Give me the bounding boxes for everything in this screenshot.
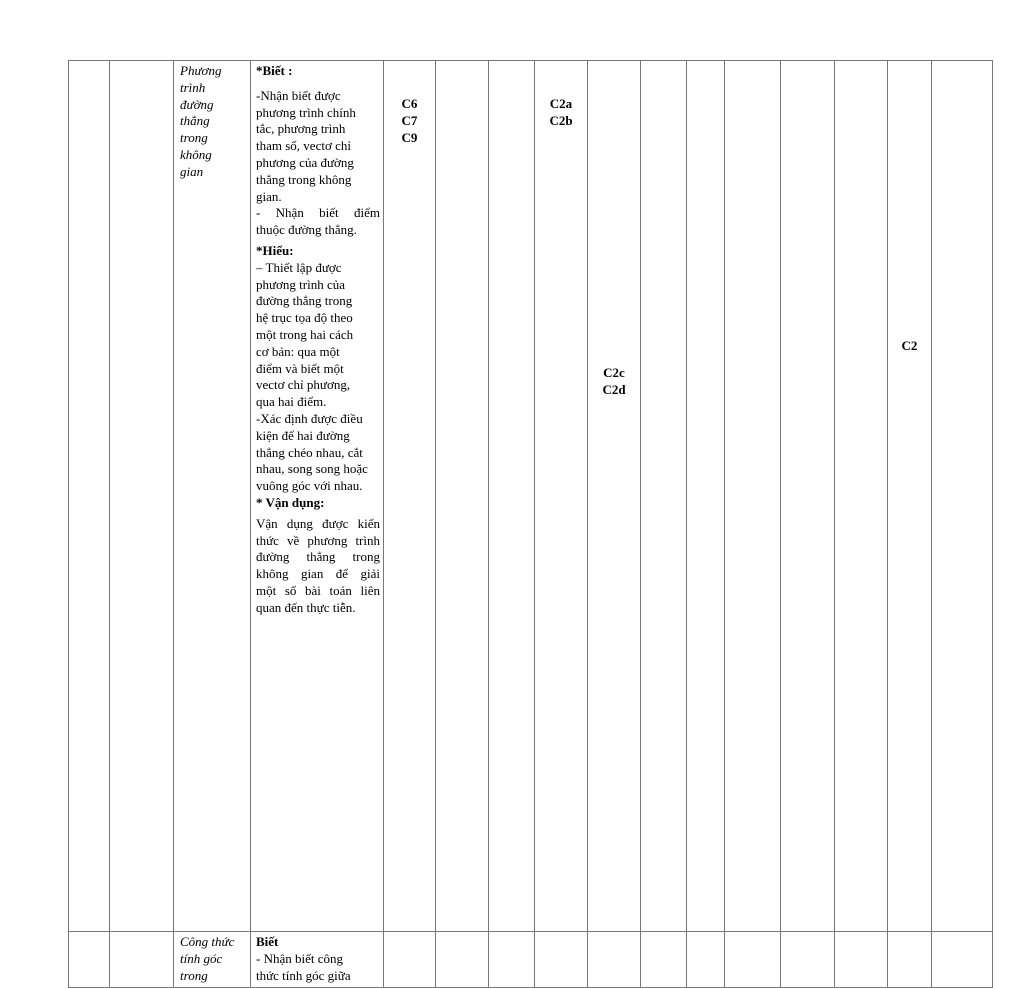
desc-line: thẳng chéo nhau, cắt (256, 444, 363, 460)
desc-line: phương của đường (256, 154, 354, 170)
question-code-cell (588, 61, 641, 932)
topic-line: trình (180, 79, 206, 95)
table-cell (489, 932, 535, 988)
desc-line: phương trình của (256, 276, 346, 292)
desc-line: - Nhận biết điểm (256, 205, 380, 221)
biet-heading: Biết (256, 934, 279, 949)
question-code: C2a (549, 96, 573, 111)
topic-line: trong (180, 967, 208, 983)
description-cell (251, 932, 384, 988)
table-cell (725, 61, 781, 932)
question-code: C2b (549, 112, 573, 128)
desc-line: qua hai điểm. (256, 394, 327, 410)
vandung-heading: * Vận dụng: (256, 494, 325, 510)
topic-line: không (180, 146, 212, 162)
desc-line: -Nhận biết được (256, 87, 341, 103)
table-cell (489, 61, 535, 932)
desc-line: – Thiết lập được (256, 259, 342, 275)
desc-line: nhau, song song hoặc (256, 461, 368, 477)
desc-line: thức về phương trình (256, 532, 380, 548)
topic-line: Công thức (180, 934, 235, 949)
table-cell (835, 61, 888, 932)
topic-cell (174, 61, 251, 932)
table-cell (932, 61, 993, 932)
question-code: C6 (401, 96, 418, 111)
desc-line: thuộc đường thẳng. (256, 222, 357, 238)
desc-line: đường thẳng trong (256, 293, 353, 309)
desc-line: quan đến thực tiễn. (256, 599, 356, 615)
desc-line: một số bài toán liên (256, 582, 380, 598)
desc-line: cơ bản: qua một (256, 343, 340, 359)
table-cell (110, 61, 174, 932)
topic-line: đường (180, 96, 214, 112)
table-cell (888, 932, 932, 988)
table-cell (535, 932, 588, 988)
desc-line: thức tính góc giữa (256, 967, 351, 983)
table-cell (384, 932, 436, 988)
topic-line: trong (180, 130, 208, 146)
desc-line: một trong hai cách (256, 326, 354, 342)
desc-line: -Xác định được điều (256, 410, 363, 426)
desc-line: hệ trục tọa độ theo (256, 310, 353, 326)
topic-line: tính góc (180, 950, 223, 966)
table-cell (641, 932, 687, 988)
table-cell (69, 61, 110, 932)
desc-line: tắc, phương trình (256, 121, 346, 137)
desc-line: - Nhận biết công (256, 950, 344, 966)
desc-line: kiện để hai đường (256, 427, 350, 443)
table-cell (588, 932, 641, 988)
desc-line: tham số, vectơ chỉ (256, 138, 351, 154)
table-row (69, 61, 993, 932)
table-cell (436, 61, 489, 932)
matrix-table (68, 60, 993, 988)
topic-line: thẳng (180, 113, 210, 129)
table-row (69, 932, 993, 988)
table-cell (835, 932, 888, 988)
question-code-cell (888, 61, 932, 932)
table-cell (687, 932, 725, 988)
question-code: C2d (602, 381, 626, 397)
question-code: C2c (603, 365, 625, 380)
table-cell (69, 932, 110, 988)
table-cell (781, 61, 835, 932)
question-code: C7 (401, 112, 418, 128)
question-code-cell (535, 61, 588, 932)
description-cell (251, 61, 384, 932)
question-code: C2 (901, 338, 918, 353)
table-cell (436, 932, 489, 988)
desc-line: điểm và biết một (256, 360, 344, 376)
desc-line: phương trình chính (256, 104, 356, 120)
table-cell (641, 61, 687, 932)
question-code-cell (384, 61, 436, 932)
table-cell (932, 932, 993, 988)
table-cell (781, 932, 835, 988)
topic-line: Phương (180, 63, 222, 78)
question-code: C9 (401, 129, 418, 145)
desc-line: Vận dụng được kiến (256, 515, 380, 531)
table-cell (110, 932, 174, 988)
table-cell (725, 932, 781, 988)
hieu-heading: *Hiểu: (256, 242, 294, 258)
desc-line: vuông góc với nhau. (256, 478, 363, 494)
biet-heading: *Biết : (256, 63, 293, 78)
topic-line: gian (180, 163, 204, 179)
desc-line: gian. (256, 188, 282, 204)
desc-line: vectơ chỉ phương, (256, 377, 351, 393)
desc-line: không gian để giải (256, 566, 380, 582)
desc-line: thẳng trong không (256, 171, 352, 187)
topic-cell (174, 932, 251, 988)
table-cell (687, 61, 725, 932)
desc-line: đường thẳng trong (256, 549, 380, 565)
